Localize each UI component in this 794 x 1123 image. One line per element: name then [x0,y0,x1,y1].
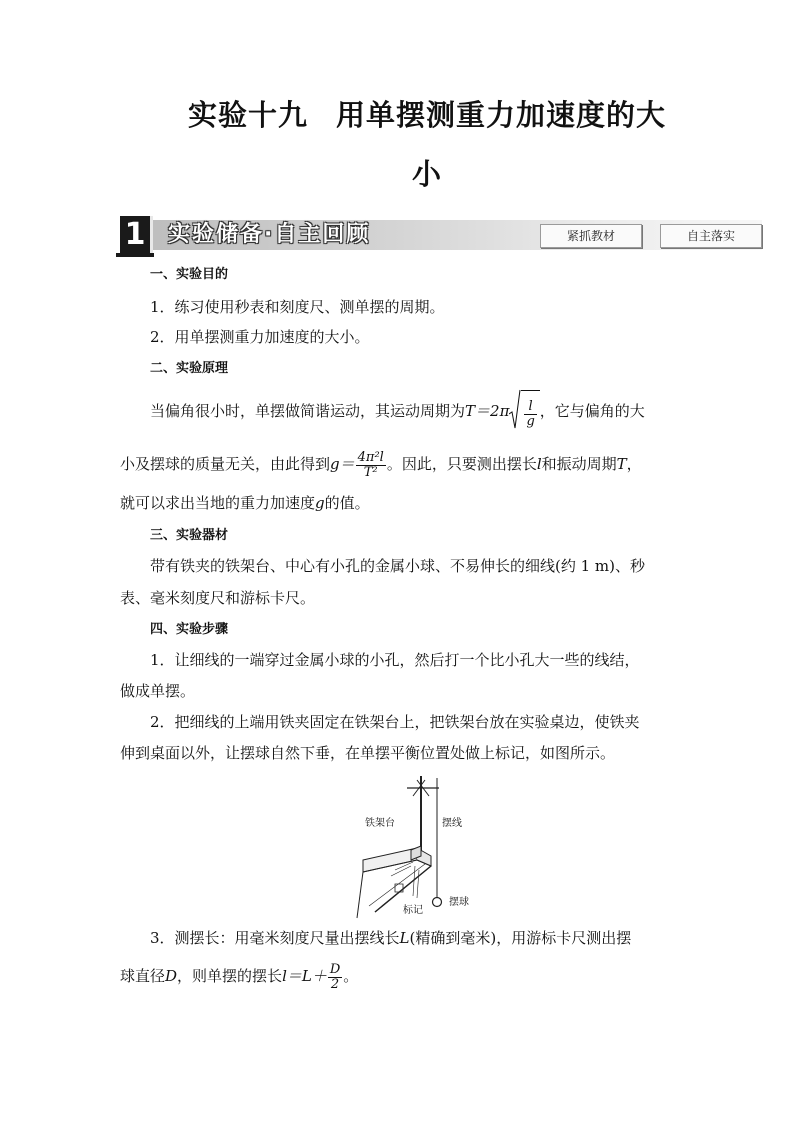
purpose-item-2: 2．用单摆测重力加速度的大小。 [150,328,370,346]
principle-text-1a: 当偏角很小时，单摆做简谐运动，其运动周期为 [150,402,466,420]
step-3-text-e: 。 [343,967,359,985]
label-pendulum-string: 摆线 [442,818,462,829]
var-g: g [315,494,325,512]
label-pendulum-ball: 摆球 [449,897,469,908]
section-banner [120,216,766,254]
principle-text-2a: 小及摆球的质量无关，由此得到 [120,455,331,473]
sqrt-numerator: l [524,400,536,415]
gravity-numerator: 4π²l [357,449,384,465]
section-heading-principle: 二、实验原理 [150,361,229,376]
pendulum-setup-figure [355,774,470,920]
gravity-denominator: T² [363,464,378,480]
purpose-item-1: 1．练习使用秒表和刻度尺、测单摆的周期。 [150,298,445,316]
principle-text-3b: 的值。 [324,494,370,512]
banner-tag-textbook: 紧抓教材 [540,224,642,248]
principle-line-1 [150,390,710,432]
var-l: l [536,455,542,473]
banner-title: 实验储备·自主回顾 [168,222,371,247]
step-3-text-d: ，则单摆的摆长 [177,967,283,985]
gravity-fraction [356,451,386,479]
label-iron-stand: 铁架台 [365,818,395,829]
length-formula: l＝L＋ [282,967,327,985]
title-experiment-number: 实验十九 [187,98,308,132]
length-numerator: D [329,961,341,977]
step-3-text-b: (精确到毫米)，用游标卡尺测出摆 [409,929,632,947]
banner-tag-self-practice: 自主落实 [660,224,762,248]
principle-text-1b: ，它与偏角的大 [539,402,645,420]
length-fraction [328,963,342,991]
page-title-line-1 [120,98,734,132]
principle-text-2b: 。因此，只要测出摆长 [386,455,537,473]
principle-text-3a: 就可以求出当地的重力加速度 [120,494,316,512]
title-experiment-name: 用单摆测重力加速度的大 [336,98,667,132]
step-2-line-2: 伸到桌面以外，让摆球自然下垂，在单摆平衡位置处做上标记，如图所示。 [120,744,616,762]
principle-text-2c: 和振动周期 [541,455,617,473]
sqrt-l-over-g [509,390,539,434]
var-D: D [165,967,178,985]
label-mark: 标记 [403,905,423,916]
step-3-line-2 [120,956,680,996]
step-1-line-1: 1．让细线的一端穿过金属小球的小孔，然后打一个比小孔大一些的线结， [150,651,640,669]
equipment-line-2: 表、毫米刻度尺和游标卡尺。 [120,589,316,607]
step-2-line-1: 2．把细线的上端用铁夹固定在铁架台上，把铁架台放在实验桌边，使铁夹 [150,713,640,731]
var-L: L [399,929,410,947]
gravity-formula: g＝ [330,455,355,473]
page-title-line-2: 小 [411,157,442,191]
equipment-line-1: 带有铁夹的铁架台、中心有小孔的金属小球、不易伸长的细线(约 1 m)、秒 [150,557,646,575]
section-heading-equipment: 三、实验器材 [150,528,229,543]
principle-line-3 [120,496,680,511]
step-1-line-2: 做成单摆。 [120,682,196,700]
step-3-line-1 [150,931,710,946]
length-denominator: 2 [330,976,340,992]
step-3-text-c: 球直径 [120,967,166,985]
step-3-text-a: 3．测摆长：用毫米刻度尺量出摆线长 [150,929,400,947]
period-formula: T＝2π [465,402,510,420]
sqrt-denominator: g [526,413,535,429]
section-heading-purpose: 一、实验目的 [150,267,229,282]
principle-line-2 [120,444,680,484]
var-T: T [616,455,627,473]
section-heading-steps: 四、实验步骤 [150,622,229,637]
principle-text-2d: ， [626,455,642,473]
banner-number: 1 [120,216,153,254]
